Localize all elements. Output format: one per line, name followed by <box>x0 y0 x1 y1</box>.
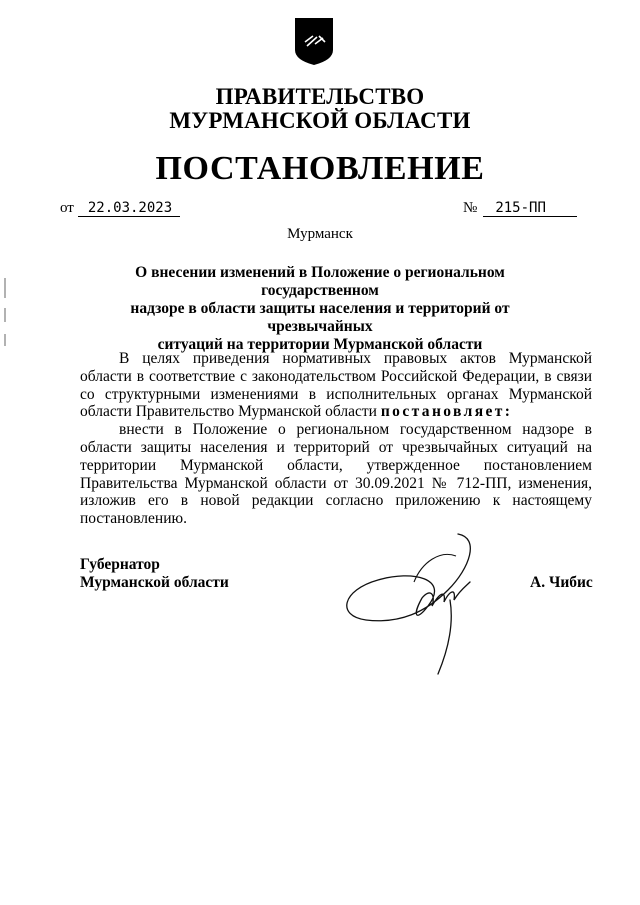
margin-mark <box>2 278 8 348</box>
position-line1: Губернатор <box>80 556 160 573</box>
position-line2: Мурманской области <box>80 574 229 591</box>
number-value: 215-ПП <box>483 200 577 217</box>
date-value: 22.03.2023 <box>78 200 180 217</box>
decree-number <box>463 200 577 217</box>
handwritten-signature-icon <box>330 528 530 678</box>
subject-line2: надзоре в области защиты населения и территорий от чрезвычайных <box>130 300 510 335</box>
coat-of-arms-icon <box>293 16 335 66</box>
decree-date <box>60 200 180 217</box>
decree-word: постановляет: <box>380 403 513 421</box>
decree-subject <box>88 264 552 354</box>
signatory-name: А. Чибис <box>530 574 593 591</box>
body-paragraph-2: внести в Положение о региональном государственном надзоре в области защиты населения и территорий от чрезвычайных ситуаций на территории Мурманской области, утвержденное постановлением Правительства Мурманской области от 30.09.2021 № 712-ПП, изменения, изложив его в новой редакции согласно приложению к настоящему постановлению. <box>80 421 592 528</box>
number-prefix: № <box>463 200 478 216</box>
subject-line3: ситуаций на территории Мурманской области <box>157 336 483 353</box>
preamble-text: В целях приведения нормативных правовых актов Мурманской области в соответствие с законодательством Российской Федерации, в связи со структурными изменениями в исполнительных органах Мурманской области Правительство Мурманской области <box>80 350 592 421</box>
government-title-line1: ПРАВИТЕЛЬСТВО <box>215 84 425 109</box>
government-title-line2: МУРМАНСКОЙ ОБЛАСТИ <box>169 108 471 133</box>
subject-line1: О внесении изменений в Положение о региональном государственном <box>135 264 505 299</box>
signatory-position <box>80 556 229 592</box>
document-type-title: ПОСТАНОВЛЕНИЕ <box>155 150 485 187</box>
body-paragraph-1 <box>80 350 592 421</box>
date-prefix: от <box>60 200 74 216</box>
decree-body <box>80 350 592 528</box>
city-name: Мурманск <box>287 226 353 242</box>
